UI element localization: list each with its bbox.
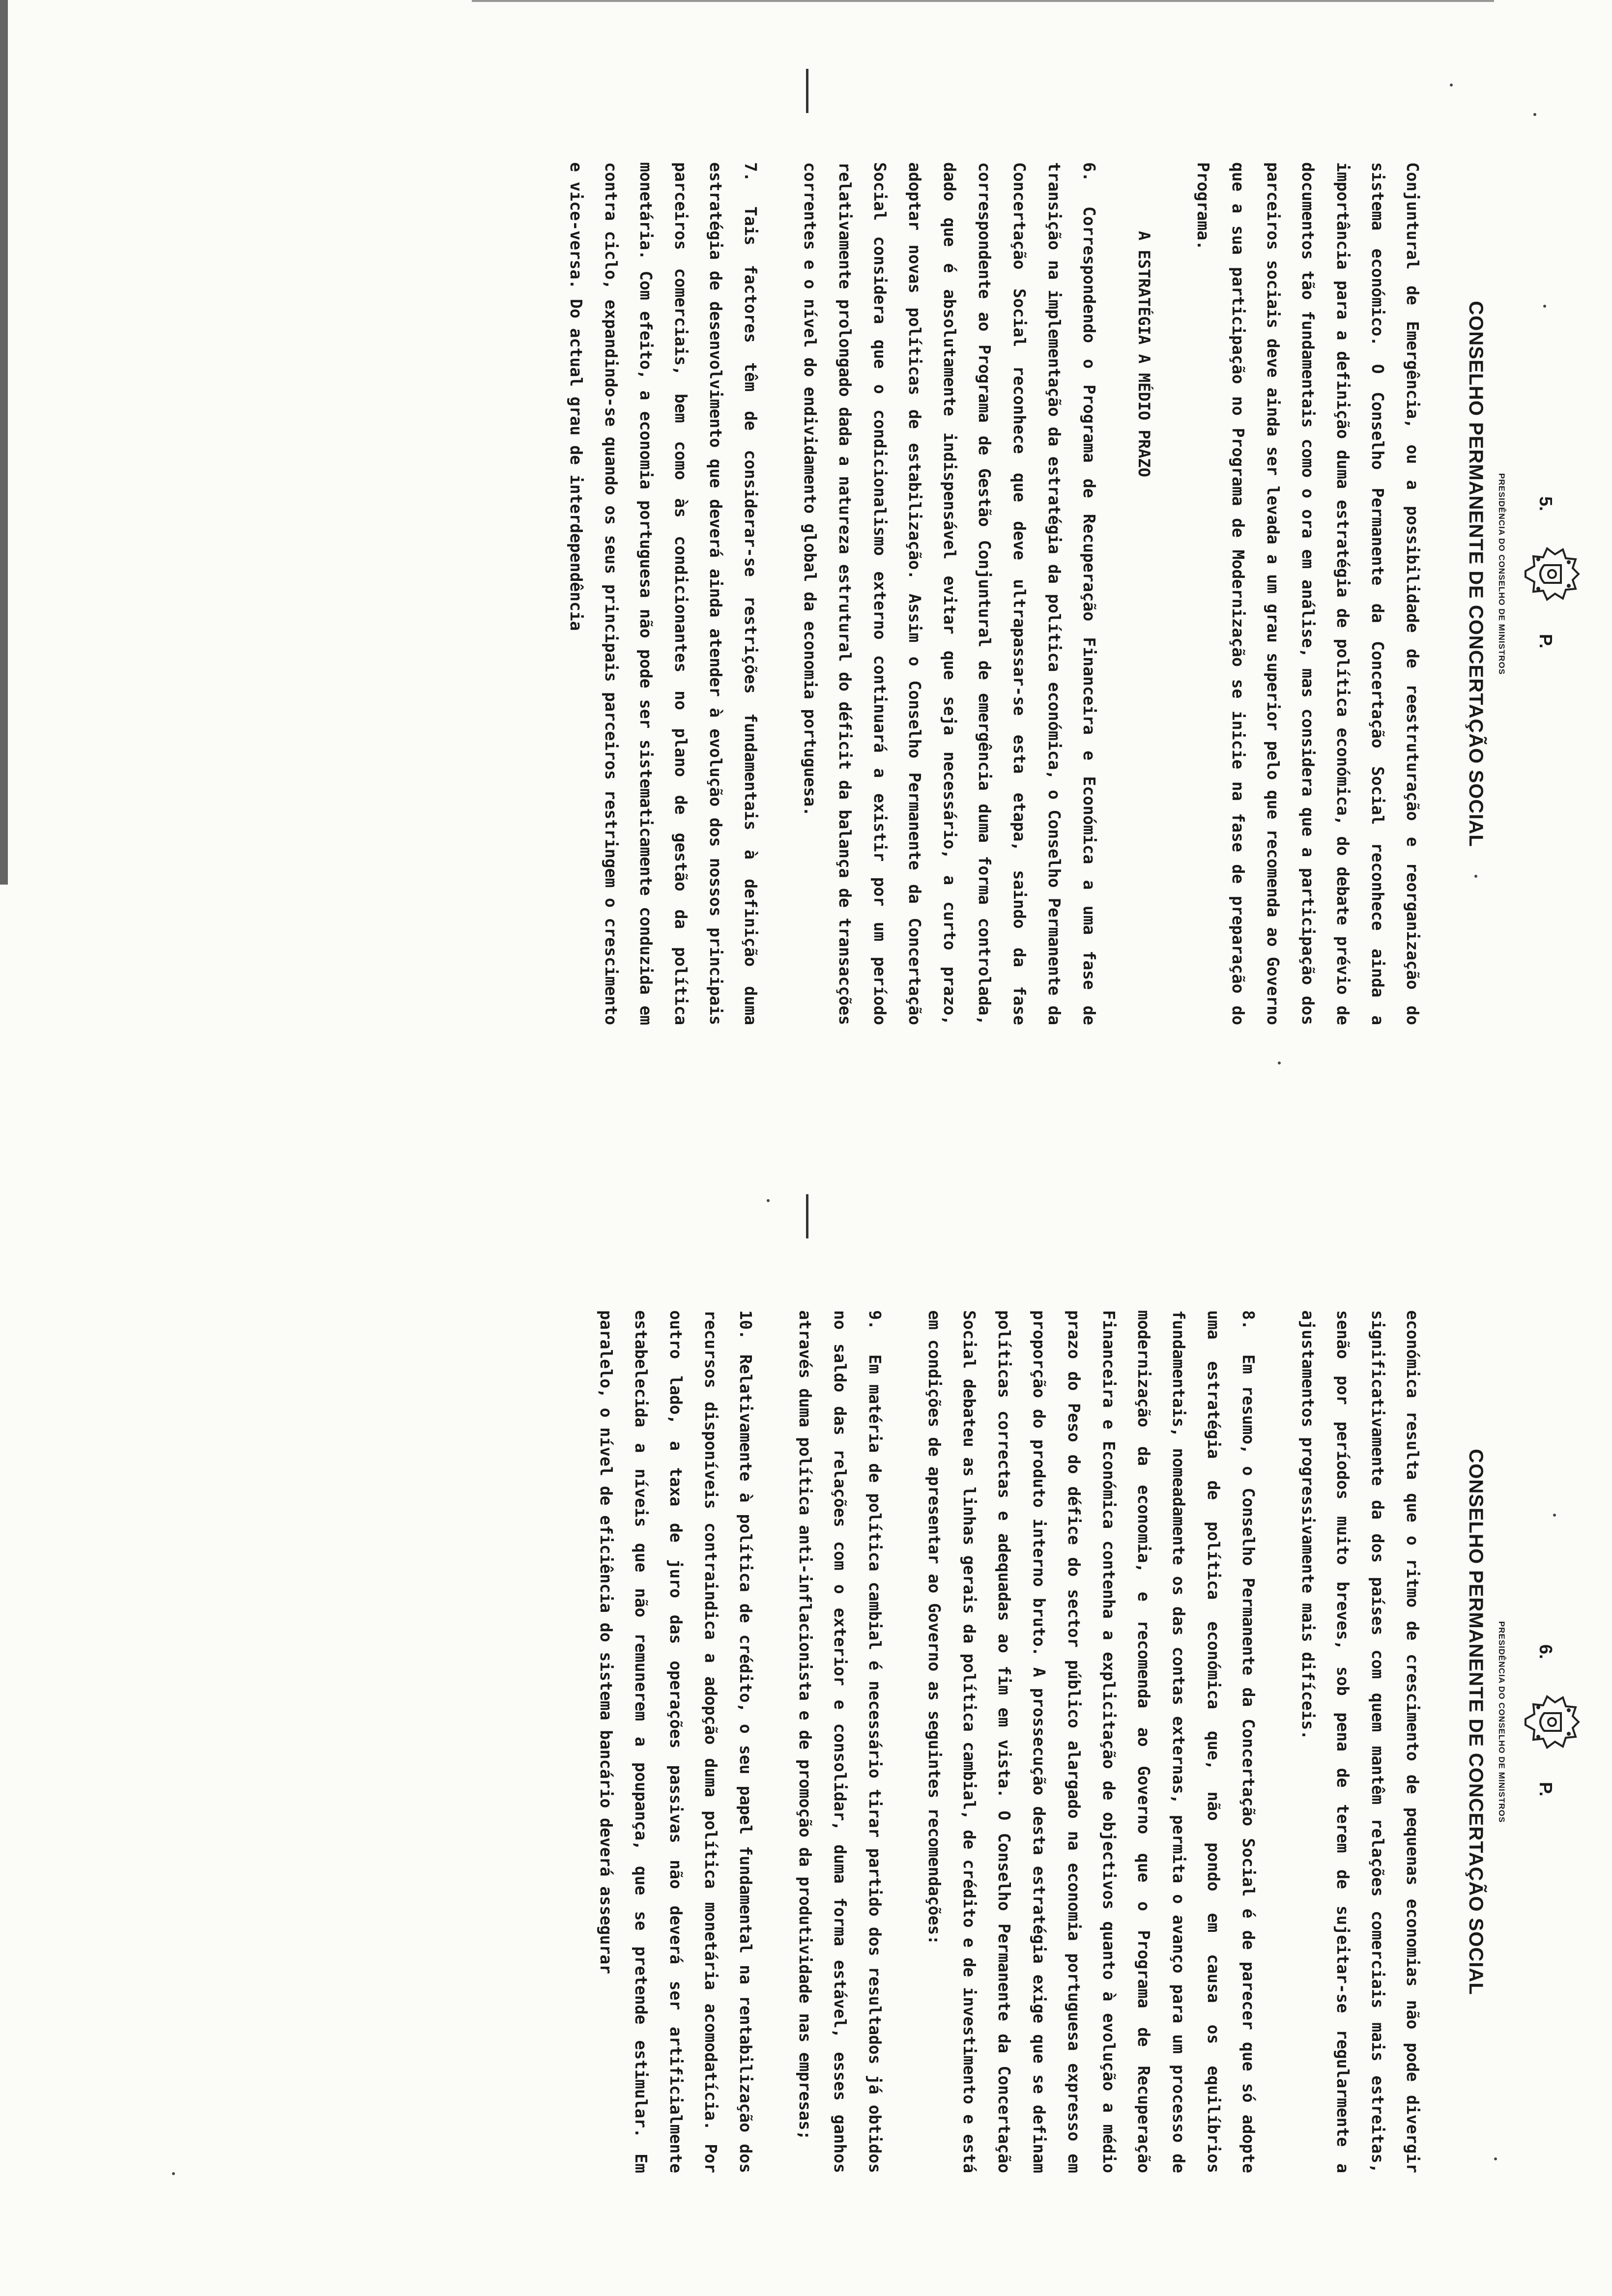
paragraph-6 <box>793 162 1107 1025</box>
paragraph-number: 10. <box>736 1310 755 1340</box>
header-presidency: PRESIDÊNCIA DO CONSELHO DE MINISTROS <box>1497 473 1506 675</box>
speck <box>1533 113 1536 116</box>
paragraph-intro: Conjuntural de Emergência, ou a possibilidade de reestruturação e reorganização do sistema económico. O Conselho Permanente da Concertação Social reconhece ainda a importância para a definição duma estratégia de política económica, do debate prévio de documentos tão fundamentais como o ora em análise, mas considera que a participação dos parceiros sociais deve ainda ser levada a um grau superior pelo que recomenda ao Governo que a sua participação no Programa de Modernização se inicie na fase de preparação do Programa. <box>1194 162 1422 1025</box>
speck <box>1474 875 1477 878</box>
speck <box>767 1199 770 1202</box>
fold-mark <box>806 1194 808 1238</box>
section-heading: A ESTRATÉGIA A MÉDIO PRAZO <box>1135 231 1153 477</box>
paragraph-text: Tais factores têm de considerar-se restrições fundamentais à definição duma estratégia de desenvolvimento que deverá ainda atender à evolução dos nossos principais parceiros comerciais, bem como às condicionantes no plano de gestão da política monetária. Com efeito, a economia portuguesa não pode ser sistematicamente conduzida em contra ciclo, expandindo-se quando os seus principais parceiros restringem o crescimento e vice-versa. Do actual grau de interdependência <box>567 162 760 1025</box>
page-number-mark: P. <box>1536 634 1556 649</box>
document-page-6 <box>0 1148 1612 2296</box>
page-number: 6. <box>1536 1644 1556 1660</box>
speck <box>1450 84 1453 86</box>
page-number-mark: P. <box>1536 1782 1556 1797</box>
page-body <box>534 162 1430 1025</box>
paragraph-9 <box>788 1310 892 2173</box>
paragraph-number: 7. <box>741 162 760 182</box>
speck <box>1543 305 1546 308</box>
speck <box>172 2172 175 2175</box>
coat-of-arms-icon <box>1519 545 1583 603</box>
scan-top-line <box>472 0 1494 2</box>
speck <box>1278 1062 1281 1064</box>
paragraph-number: 9. <box>865 1310 885 1330</box>
paragraph-number: 6. <box>1080 162 1099 182</box>
paragraph-text: Em matéria de política cambial é necessário tirar partido dos resultados já obtidos no saldo das relações com o exterior e consolidar, duma forma estável, esses ganhos através duma política anti-inflacionista e de promoção da produtividade nas empresas; <box>796 1310 885 2173</box>
paragraph-number: 8. <box>1239 1310 1258 1330</box>
paragraph-intro: económica resulta que o ritmo de crescimento de pequenas economias não pode divergir significativamente da dos países com quem mantêm relações comerciais mais estreitas, senão por períodos muito breves, sob pena de terem de sujeitar-se regularmente a ajustamentos progressivamente mais difíceis. <box>1298 1310 1422 2173</box>
header-council: CONSELHO PERMANENTE DE CONCERTAÇÃO SOCIAL <box>1465 1449 1487 1995</box>
paragraph-text: Em resumo, o Conselho Permanente da Concertação Social é de parecer que só adopte uma estratégia de política económica que, não pondo em causa os equilíbrios fundamentais, nomeadamente os das contas externas, permita o avanço para um processo de modernização da economia, e recomenda ao Governo que o Programa de Recuperação Financeira e Económica contenha a explicitação de objectivos quanto à evolução a médio prazo do Peso do défice do sector público alargado na economia portuguesa expresso em proporção do produto interno bruto. A prossecução desta estratégia exige que se definam políticas correctas e adequadas ao fim em vista. O Conselho Permanente da Concertação Social debateu as linhas gerais da política cambial, de crédito e de investimento e está em condições de apresentar ao Governo as seguintes recomendações: <box>925 1310 1258 2173</box>
paragraph-7 <box>559 162 768 1025</box>
page-number: 5. <box>1536 496 1556 512</box>
paragraph-text: Relativamente à política de crédito, o seu papel fundamental na rentabilização dos recursos disponíveis contraindica a adopção duma política monetária acomodatícia. Por outro lado, a taxa de juro das operações passivas não deverá ser artificialmente estabelecida a níveis que não remunerem a poupança, que se pretende estimular. Em paralelo, o nível de eficiência do sistema bancário deverá assegurar <box>597 1310 755 2173</box>
scan-edge-mark <box>0 0 8 885</box>
header-council: CONSELHO PERMANENTE DE CONCERTAÇÃO SOCIAL <box>1465 301 1487 847</box>
fold-mark <box>806 69 808 113</box>
speck <box>1494 2157 1497 2160</box>
paragraph-text: Correspondendo o Programa de Recuperação Financeira e Económica a uma fase de transição na implementação da estratégia da política económica, o Conselho Permanente da Concertação Social reconhece que deve ultrapassar-se esta etapa, saindo da fase correspondente ao Programa de Gestão Conjuntural de emergência duma forma controlada, dado que é absolutamente indispensável evitar que seja necessário, a curto prazo, adoptar novas políticas de estabilização. Assim o Conselho Permanente da Concertação Social considera que o condicionalismo externo continuará a existir por um período relativamente prolongado dada a natureza estrutural do déficit da balança de transacções correntes e o nível do endividamento global da economia portuguesa. <box>801 162 1099 1025</box>
paragraph-10 <box>589 1310 763 2173</box>
page-body <box>564 1310 1430 2173</box>
coat-of-arms-icon <box>1519 1693 1583 1751</box>
header-presidency: PRESIDÊNCIA DO CONSELHO DE MINISTROS <box>1497 1621 1506 1823</box>
speck <box>1553 1514 1556 1517</box>
paragraph-8 <box>917 1310 1266 2173</box>
